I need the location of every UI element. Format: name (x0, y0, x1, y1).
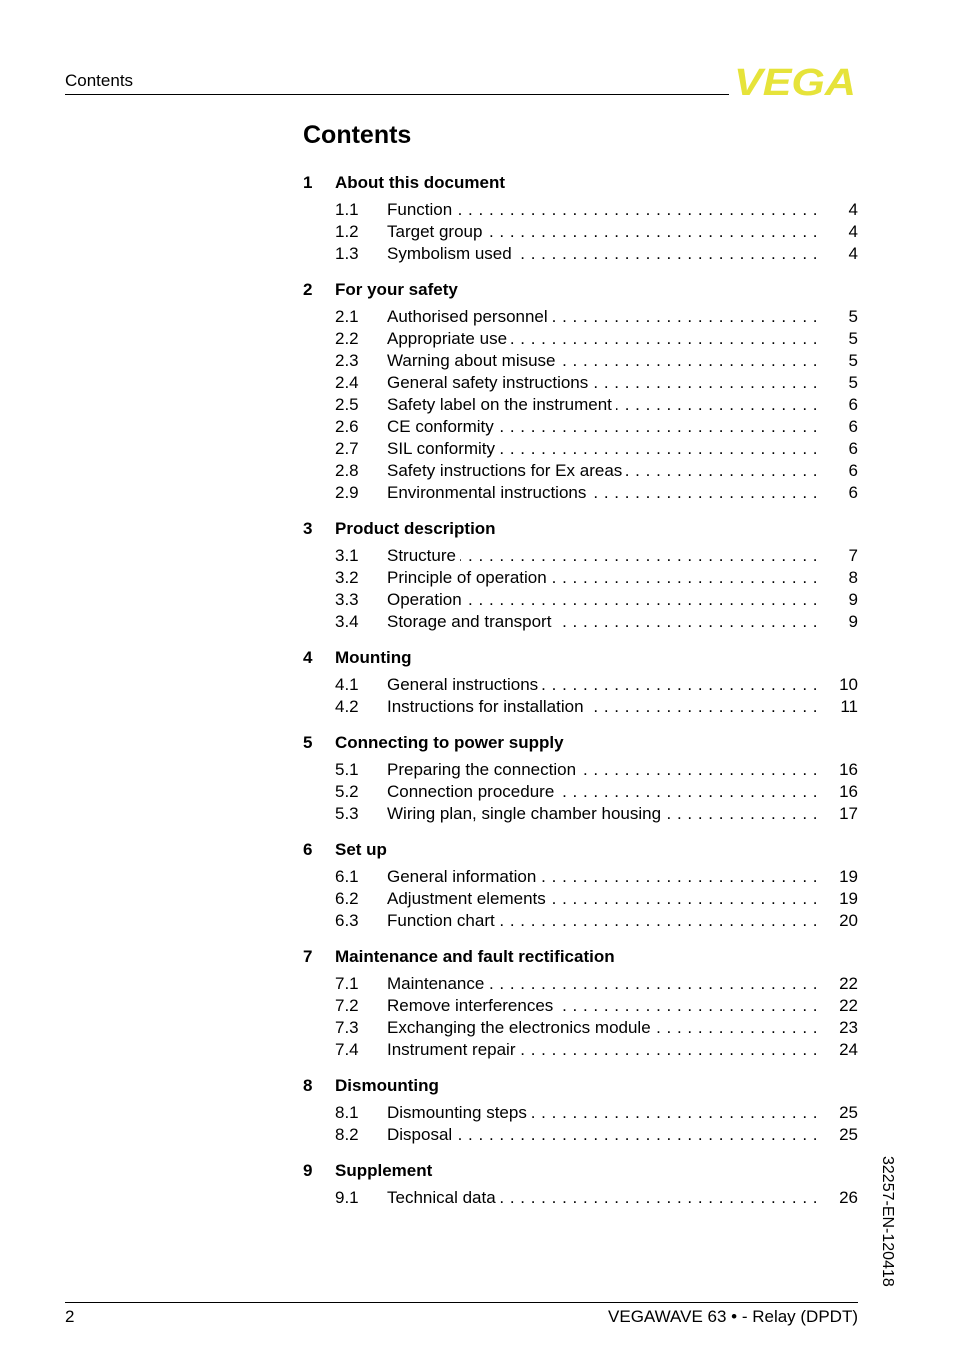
entry-number: 6.2 (335, 889, 359, 908)
entry-page: 16 (839, 782, 858, 801)
entry-number: 5.1 (335, 760, 359, 779)
toc-entry[interactable] (303, 781, 858, 803)
entry-page: 26 (839, 1188, 858, 1207)
entry-title: Appropriate use (387, 329, 511, 348)
entry-title-leader (387, 612, 818, 632)
entry-number: 4.1 (335, 675, 359, 694)
toc-entry[interactable] (303, 199, 858, 221)
toc-entry[interactable] (303, 1187, 858, 1209)
entry-title: Wiring plan, single chamber housing (387, 804, 665, 823)
entry-title: Preparing the connection (387, 760, 580, 779)
entry-title-leader (387, 417, 818, 437)
entry-number: 1.3 (335, 244, 359, 263)
section-number: 3 (303, 519, 313, 538)
entry-page: 5 (848, 329, 858, 348)
section-title: Dismounting (335, 1076, 439, 1095)
toc-section-heading[interactable] (303, 837, 858, 863)
entry-title-leader (387, 996, 818, 1016)
toc-entry[interactable] (303, 545, 858, 567)
toc-section (303, 944, 858, 1061)
entry-title-leader (387, 889, 818, 909)
entry-title-leader (387, 1040, 818, 1060)
entry-page: 4 (848, 200, 858, 219)
entry-page: 19 (839, 889, 858, 908)
entry-title: Maintenance (387, 974, 488, 993)
toc-section-heading[interactable] (303, 1073, 858, 1099)
entry-title: Safety instructions for Ex areas (387, 461, 626, 480)
entry-title-leader (387, 461, 818, 481)
entry-title-leader (387, 546, 818, 566)
entry-title-leader (387, 675, 818, 695)
toc-entry[interactable] (303, 372, 858, 394)
entry-title: Target group (387, 222, 486, 241)
entry-page: 8 (848, 568, 858, 587)
entry-page: 24 (839, 1040, 858, 1059)
toc-entry[interactable] (303, 482, 858, 504)
section-number: 6 (303, 840, 313, 859)
entry-page: 6 (848, 417, 858, 436)
entry-number: 1.2 (335, 222, 359, 241)
toc-section (303, 170, 858, 265)
entry-number: 2.4 (335, 373, 359, 392)
entry-number: 3.2 (335, 568, 359, 587)
section-number: 7 (303, 947, 313, 966)
entry-page: 22 (839, 974, 858, 993)
entry-page: 7 (848, 546, 858, 565)
toc-section (303, 516, 858, 633)
entry-page: 19 (839, 867, 858, 886)
toc-entry[interactable] (303, 611, 858, 633)
toc-section (303, 277, 858, 504)
entry-number: 5.3 (335, 804, 359, 823)
entry-title-leader (387, 329, 818, 349)
entry-title: Symbolism used (387, 244, 516, 263)
entry-page: 6 (848, 395, 858, 414)
toc-entry[interactable] (303, 1039, 858, 1061)
entry-title-leader (387, 200, 818, 220)
document-code: 32257-EN-120418 (879, 1156, 896, 1287)
entry-title-leader (387, 395, 818, 415)
entry-number: 8.1 (335, 1103, 359, 1122)
entry-title-leader (387, 974, 818, 994)
section-number: 1 (303, 173, 313, 192)
section-title: Supplement (335, 1161, 433, 1180)
toc-entry[interactable] (303, 416, 858, 438)
section-number: 5 (303, 733, 313, 752)
entry-title: General instructions (387, 675, 542, 694)
section-title: For your safety (335, 280, 458, 299)
entry-number: 8.2 (335, 1125, 359, 1144)
entry-title-leader (387, 867, 818, 887)
entry-number: 2.6 (335, 417, 359, 436)
entry-title: Technical data (387, 1188, 500, 1207)
running-header: Contents (65, 71, 134, 90)
toc-entry[interactable] (303, 567, 858, 589)
entry-title: Dismounting steps (387, 1103, 531, 1122)
entry-page: 9 (848, 590, 858, 609)
entry-title: Function (387, 200, 456, 219)
entry-page: 16 (839, 760, 858, 779)
entry-title-leader (387, 804, 818, 824)
section-number: 8 (303, 1076, 313, 1095)
entry-title: Instrument repair (387, 1040, 520, 1059)
entry-page: 6 (848, 483, 858, 502)
entry-number: 2.2 (335, 329, 359, 348)
toc-entry[interactable] (303, 394, 858, 416)
entry-title: Instructions for installation (387, 697, 588, 716)
toc-section (303, 1158, 858, 1209)
page-number: 2 (65, 1307, 75, 1326)
entry-number: 7.1 (335, 974, 359, 993)
section-title: Connecting to power supply (335, 733, 564, 752)
entry-title-leader (387, 307, 818, 327)
entry-title: Environmental instructions (387, 483, 590, 502)
section-title: Maintenance and fault rectification (335, 947, 615, 966)
toc-section-heading[interactable] (303, 170, 858, 196)
entry-title: Structure (387, 546, 460, 565)
toc-section-heading[interactable] (303, 277, 858, 303)
table-of-contents (303, 170, 858, 1221)
entry-page: 5 (848, 373, 858, 392)
entry-number: 3.1 (335, 546, 359, 565)
toc-entry[interactable] (303, 973, 858, 995)
toc-entry[interactable] (303, 1102, 858, 1124)
entry-number: 2.7 (335, 439, 359, 458)
entry-number: 3.4 (335, 612, 359, 631)
entry-title: Function chart (387, 911, 499, 930)
entry-page: 9 (848, 612, 858, 631)
toc-entry[interactable] (303, 1124, 858, 1146)
entry-title-leader (387, 373, 818, 393)
section-title: Set up (335, 840, 387, 859)
entry-page: 17 (839, 804, 858, 823)
entry-title-leader (387, 351, 818, 371)
entry-number: 5.2 (335, 782, 359, 801)
entry-title: SIL conformity (387, 439, 499, 458)
entry-page: 11 (840, 697, 858, 716)
entry-page: 4 (848, 222, 858, 241)
entry-title-leader (387, 911, 818, 931)
toc-entry[interactable] (303, 350, 858, 372)
entry-number: 1.1 (335, 200, 359, 219)
entry-number: 7.3 (335, 1018, 359, 1037)
toc-entry[interactable] (303, 803, 858, 825)
entry-number: 7.4 (335, 1040, 359, 1059)
footer-rule (65, 1302, 858, 1303)
section-number: 9 (303, 1161, 313, 1180)
section-title: Mounting (335, 648, 412, 667)
entry-title-leader (387, 244, 818, 264)
toc-entry[interactable] (303, 888, 858, 910)
entry-title-leader (387, 1125, 818, 1145)
section-number: 2 (303, 280, 313, 299)
entry-page: 25 (839, 1125, 858, 1144)
entry-page: 5 (848, 307, 858, 326)
entry-number: 7.2 (335, 996, 359, 1015)
entry-title-leader (387, 782, 818, 802)
toc-entry[interactable] (303, 438, 858, 460)
entry-title: Adjustment elements (387, 889, 550, 908)
entry-page: 6 (848, 439, 858, 458)
entry-title-leader (387, 1103, 818, 1123)
vega-logo-graphic (734, 64, 858, 98)
entry-title: Remove interferences (387, 996, 557, 1015)
entry-number: 6.1 (335, 867, 359, 886)
toc-entry[interactable] (303, 243, 858, 265)
footer-product: VEGAWAVE 63 • - Relay (DPDT) (608, 1307, 858, 1326)
entry-page: 20 (839, 911, 858, 930)
toc-section (303, 837, 858, 932)
entry-page: 6 (848, 461, 858, 480)
section-title: About this document (335, 173, 505, 192)
toc-section-heading[interactable] (303, 730, 858, 756)
entry-title: Warning about misuse (387, 351, 560, 370)
entry-number: 2.1 (335, 307, 359, 326)
page-title: Contents (303, 121, 412, 149)
toc-entry[interactable] (303, 995, 858, 1017)
entry-number: 6.3 (335, 911, 359, 930)
header-rule (65, 94, 729, 95)
toc-section-heading[interactable] (303, 516, 858, 542)
toc-section (303, 730, 858, 825)
entry-title: Disposal (387, 1125, 456, 1144)
entry-number: 4.2 (335, 697, 359, 716)
toc-entry[interactable] (303, 460, 858, 482)
entry-title-leader (387, 222, 818, 242)
entry-title-leader (387, 1018, 818, 1038)
entry-page: 4 (848, 244, 858, 263)
entry-title: CE conformity (387, 417, 498, 436)
entry-title: Exchanging the electronics module (387, 1018, 655, 1037)
entry-title: Storage and transport (387, 612, 555, 631)
toc-entry[interactable] (303, 910, 858, 932)
toc-section-heading[interactable] (303, 1158, 858, 1184)
entry-title: General safety instructions (387, 373, 592, 392)
entry-title-leader (387, 439, 818, 459)
entry-title-leader (387, 1188, 818, 1208)
vega-logo-text: VEGA (734, 64, 856, 98)
entry-page: 22 (839, 996, 858, 1015)
entry-title-leader (387, 590, 818, 610)
toc-entry[interactable] (303, 696, 858, 718)
toc-entry[interactable] (303, 866, 858, 888)
toc-section (303, 645, 858, 718)
toc-section-heading[interactable] (303, 944, 858, 970)
toc-entry[interactable] (303, 328, 858, 350)
entry-title: Operation (387, 590, 466, 609)
toc-entry[interactable] (303, 221, 858, 243)
entry-page: 23 (839, 1018, 858, 1037)
entry-title: General information (387, 867, 540, 886)
toc-entry[interactable] (303, 1017, 858, 1039)
section-number: 4 (303, 648, 313, 667)
entry-page: 25 (839, 1103, 858, 1122)
entry-title: Principle of operation (387, 568, 551, 587)
entry-title-leader (387, 568, 818, 588)
entry-number: 2.5 (335, 395, 359, 414)
entry-title-leader (387, 483, 818, 503)
entry-page: 10 (839, 675, 858, 694)
vega-logo (734, 64, 858, 98)
entry-number: 2.3 (335, 351, 359, 370)
entry-number: 3.3 (335, 590, 359, 609)
entry-title: Authorised personnel (387, 307, 552, 326)
toc-section-heading[interactable] (303, 645, 858, 671)
entry-number: 9.1 (335, 1188, 359, 1207)
entry-number: 2.9 (335, 483, 359, 502)
toc-entry[interactable] (303, 674, 858, 696)
toc-section (303, 1073, 858, 1146)
toc-entry[interactable] (303, 589, 858, 611)
entry-title: Safety label on the instrument (387, 395, 616, 414)
toc-entry[interactable] (303, 759, 858, 781)
entry-title-leader (387, 760, 818, 780)
toc-entry[interactable] (303, 306, 858, 328)
entry-number: 2.8 (335, 461, 359, 480)
entry-page: 5 (848, 351, 858, 370)
entry-title-leader (387, 697, 818, 717)
section-title: Product description (335, 519, 496, 538)
entry-title: Connection procedure (387, 782, 558, 801)
